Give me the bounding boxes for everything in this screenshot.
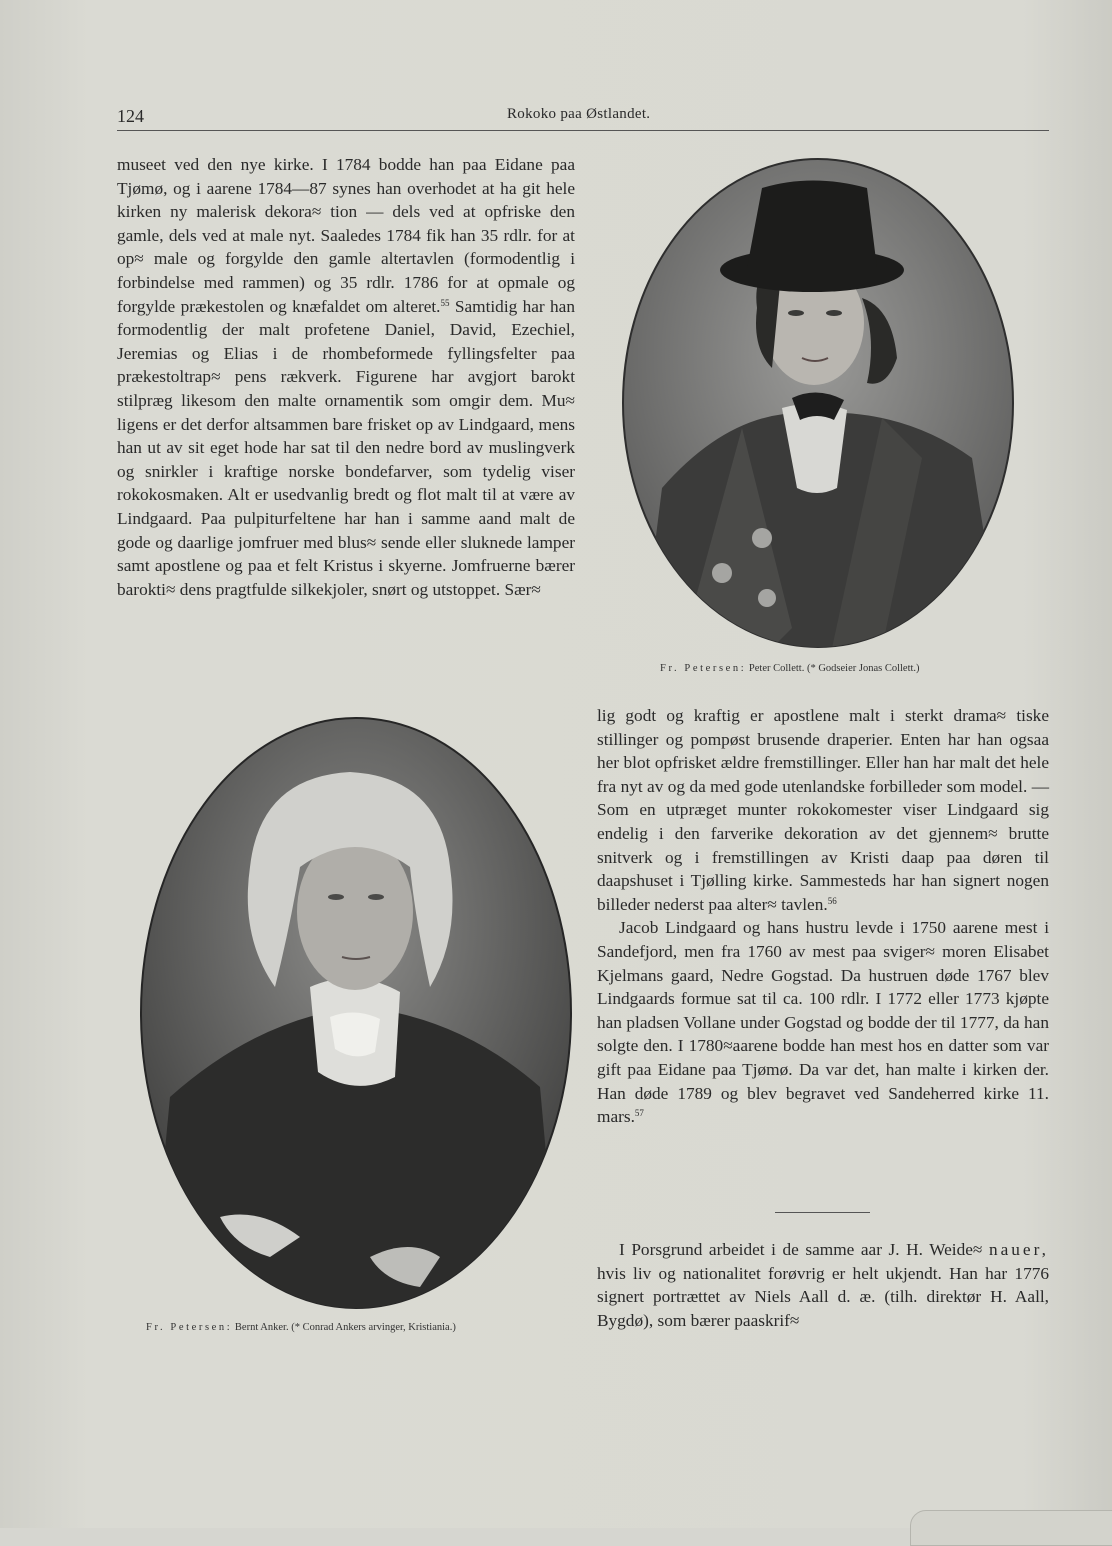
right-paragraph-2 xyxy=(597,916,1049,1128)
caption-bottom-title: Bernt Anker. xyxy=(234,1322,289,1333)
caption-bottom-owner: (* Conrad Ankers arvinger, Kristiania.) xyxy=(291,1322,456,1333)
page-corner xyxy=(910,1510,1112,1546)
right-text-3a: I Porsgrund arbeidet i de samme aar J. H. Weide≈ xyxy=(619,1240,983,1259)
footnote-ref-56: 56 xyxy=(827,895,837,906)
left-text-part1: museet ved den nye kirke. I 1784 bodde han paa Eidane paa Tjømø, og i aarene 1784—87 synes han overhodet at ha git hele kirken ny malerisk dekora≈ tion — dels ved at opfriske den gamle, dels ved at male nyt. Saaledes 1784 fik han 35 rdlr. for at op≈ male og forgylde den gamle altertavlen (formodentlig i forbindelse med rammen) og 35 rdlr. 1786 for at opmale og forgylde prækestolen og knæfaldet om alteret. xyxy=(117,155,575,316)
page-header xyxy=(117,104,1049,131)
right-text-3-name: nauer, xyxy=(988,1240,1049,1259)
right-text-3b: hvis liv og nationalitet forøvrig er helt ukjendt. Han har 1776 signert portrættet av Niels Aall d. æ. (tilh. direktør H. Aall, Bygdø), som bærer paaskrif≈ xyxy=(597,1263,1049,1330)
left-text-part2: Samtidig har han formodentlig der malt profetene Daniel, David, Ezechiel, Jeremias og Elias i de rhombeformede fyllingsfelter paa prækestoltrap≈ pens rækverk. Figurene har avgjort barokt stilpræg likesom den malte ornamentik som omgir dem. Mu≈ ligens er det derfor altsammen bare frisket op av Lindgaard, mens han ut av sit eget hode har sat til den nedre bord av muslingverk og snirkler i kraftige norske bondefarver, som tydelig viser rokokosmaken. Alt er usedvanlig bredt og flot malt til at være av Lindgaard. Paa pulpiturfeltene har han i samme aand malt de gode og daarlige jomfruer med blus≈ sende eller sluknede lamper samt apostlene og paa et felt Kristus i skyerne. Jomfruerne bærer barokti≈ dens pragtfulde silkekjoler, snørt og utstoppet. Sær≈ xyxy=(117,296,575,599)
page-number: 124 xyxy=(117,106,144,126)
right-paragraph-3 xyxy=(597,1238,1049,1332)
left-column xyxy=(117,153,575,601)
caption-top-artist: Fr. Petersen: xyxy=(660,663,747,674)
caption-bottom xyxy=(146,1322,456,1333)
caption-top-title: Peter Collett. xyxy=(748,663,805,674)
right-paragraph-1 xyxy=(597,704,1049,916)
right-column xyxy=(597,704,1049,1129)
right-text-2: Jacob Lindgaard og hans hustru levde i 1750 aarene mest i Sandefjord, men fra 1760 av mest paa sviger≈ moren Elisabet Kjelmans gaard, Nedre Gogstad. Da hustruen døde 1767 blev Lindgaards formue sat til ca. 100 rdlr. I 1772 eller 1773 kjøpte han pladsen Vollane under Gogstad og bodde der til 1777, da han solgte den. I 1780≈aarene bodde han mest hos en datter som var gift paa Eidane paa Tjømø. Da var det, han malte i kirken der. Han døde 1789 og blev begravet ved Sandeherred kirke 11. mars. xyxy=(597,918,1049,1127)
caption-top-owner: (* Godseier Jonas Collett.) xyxy=(806,663,920,674)
section-divider xyxy=(775,1212,870,1213)
running-head: Rokoko paa Østlandet. xyxy=(507,106,651,122)
caption-top xyxy=(660,663,920,674)
caption-bottom-artist: Fr. Petersen: xyxy=(146,1322,233,1333)
footnote-ref-55: 55 xyxy=(440,297,450,308)
portrait-peter-collett xyxy=(622,158,1014,648)
left-paragraph xyxy=(117,153,575,601)
footnote-ref-57: 57 xyxy=(634,1108,644,1119)
portrait-bernt-anker xyxy=(140,717,572,1309)
right-column-lower xyxy=(597,1238,1049,1332)
right-text-1: lig godt og kraftig er apostlene malt i sterkt drama≈ tiske stillinger og pompøst brusende draperier. Enten har han ogsaa her blot opfrisket ældre fremstillinger. Eller han har malt det hele fra nyt av og da med gode utenlandske forbilleder som model. — Som en utpræget munter rokokomester viser Lindgaard sig endelig i den farverike dekoration av det gjennem≈ brutte snitverk og i fremstillingen av Kristi daap paa døren til daapshuset i Tjølling kirke. Sammesteds har han signert nogen billeder nederst paa alter≈ tavlen. xyxy=(597,706,1049,914)
